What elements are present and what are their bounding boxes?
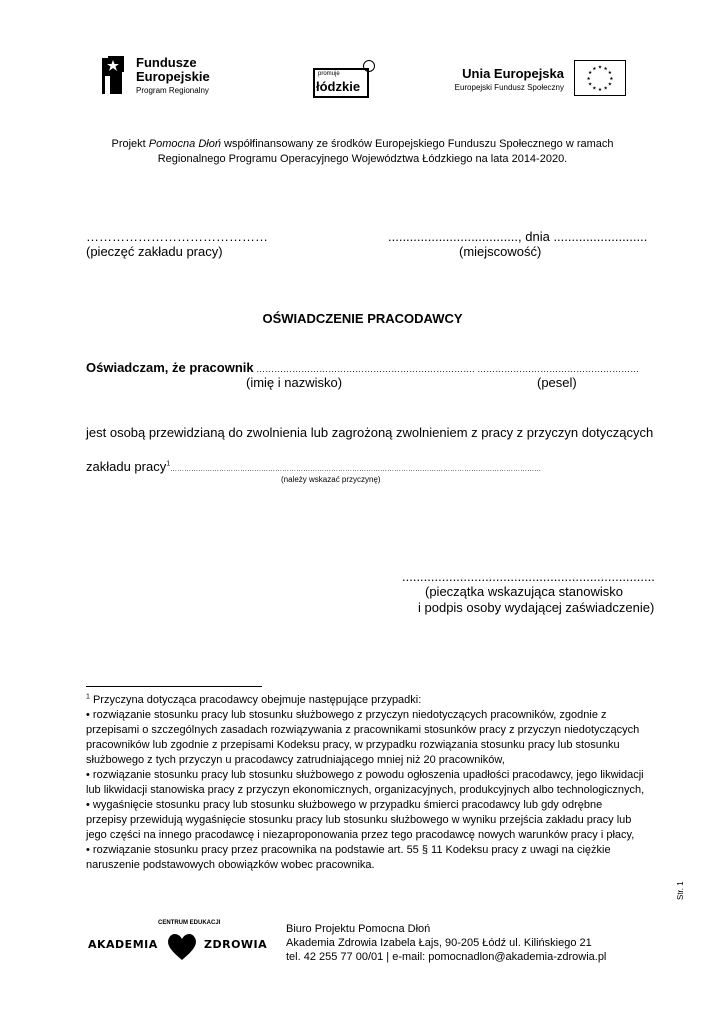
reason-hint: (należy wskazać przyczynę) bbox=[281, 475, 381, 484]
footnote-item: • rozwiązanie stosunku pracy lub stosunku służbowego z przyczyn niedotyczących pracowników, zgodnie z przepisami o szczególnych zasadach rozwiązywania z pracownikami stosunków pracy z przyczyn niedotyczących pracowników lub zgodnie z przepisami Kodeksu pracy, w przypadku rozwiązania stosunku pracy lub stosunku służbowego z tych przyczyn u pracodawcy zatrudniającego mniej niż 20 pracowników, bbox=[86, 709, 640, 766]
svg-text:★: ★ bbox=[603, 86, 608, 92]
fe-logo-line3: Program Regionalny bbox=[136, 86, 209, 95]
svg-text:★: ★ bbox=[592, 67, 597, 73]
signature-label-2: i podpis osoby wydającej zaświadczenie) bbox=[418, 600, 655, 615]
eu-logo bbox=[440, 60, 630, 98]
reason-dots: …………………………………………………………………………………………………………………………………………… bbox=[170, 466, 542, 473]
svg-text:★: ★ bbox=[603, 67, 608, 73]
stamp-label: (pieczęć zakładu pracy) bbox=[86, 244, 223, 259]
page-number: Str. 1 bbox=[676, 881, 685, 900]
footnote-separator bbox=[86, 686, 262, 687]
footnote-item: • wygaśnięcie stosunku pracy lub stosunku służbowego w przypadku śmierci pracodawcy lub gdy odrębne przepisy przewidują wygaśnięcie stosunku pracy lub stosunku służbowego w wyniku przejścia zakładu pracy lub jego części na innego pracodawcę i niezaproponowania przez tego pracodawcę nowych warunków pracy i płacy, bbox=[86, 799, 635, 841]
svg-text:★: ★ bbox=[588, 82, 593, 88]
fe-star-icon bbox=[100, 54, 126, 98]
eu-logo-line1: Unia Europejska bbox=[462, 66, 564, 81]
footer-address bbox=[286, 922, 606, 964]
footnote bbox=[86, 693, 646, 873]
signature-label-1: (pieczątka wskazująca stanowisko bbox=[425, 584, 623, 599]
stamp-dots: …………………………………… bbox=[86, 229, 268, 244]
svg-text:★: ★ bbox=[597, 65, 603, 71]
lodz-logo-small-text: promuje bbox=[318, 71, 340, 77]
promuje-lodzkie-logo bbox=[313, 60, 375, 100]
heart-icon bbox=[166, 932, 198, 962]
footnote-item: • rozwiązanie stosunku pracy przez pracownika na podstawie art. 55 § 11 Kodeksu pracy z uwagi na ciężkie naruszenie podstawowych obowiązków wobec pracownika. bbox=[86, 844, 611, 871]
footnote-ref: 1 bbox=[166, 460, 171, 468]
project-line-2: Regionalnego Programu Operacyjnego Województwa Łódzkiego na lata 2014-2020. bbox=[157, 153, 568, 165]
place-date-dots: ...................................., dnia .......................... bbox=[388, 229, 648, 244]
svg-text:★: ★ bbox=[607, 82, 612, 88]
eu-flag-icon bbox=[574, 60, 626, 96]
svg-text:★: ★ bbox=[592, 86, 597, 92]
svg-text:★: ★ bbox=[586, 76, 591, 82]
footnote-intro bbox=[86, 693, 646, 708]
place-label: (miejscowość) bbox=[459, 244, 542, 259]
project-line-1 bbox=[80, 137, 645, 152]
footnote-number: 1 bbox=[86, 693, 90, 701]
lodz-logo-circle-icon bbox=[363, 60, 375, 72]
logo-arc-text: CENTRUM EDUKACJI bbox=[158, 920, 221, 926]
akademia-zdrowia-logo bbox=[88, 918, 268, 968]
statement-line-2: jest osobą przewidzianą do zwolnienia lub zagrożoną zwolnieniem z pracy z przyczyn dotyczących bbox=[86, 425, 654, 440]
project-name: Pomocna Dłoń bbox=[148, 138, 221, 150]
eu-logo-line2: Europejski Fundusz Społeczny bbox=[454, 83, 564, 92]
fe-logo-line2: Europejskie bbox=[136, 69, 210, 84]
footer-addr-line2: Akademia Zdrowia Izabela Łajs, 90-205 Łódź ul. Kilińskiego 21 bbox=[286, 937, 592, 949]
logo-right-text: ZDROWIA bbox=[204, 938, 268, 951]
logo-left-text: AKADEMIA bbox=[88, 938, 158, 951]
footer-addr-line1: Biuro Projektu Pomocna Dłoń bbox=[286, 923, 431, 935]
project-line-1-post: współfinansowany ze środków Europejskiego Funduszu Społecznego w ramach bbox=[220, 138, 614, 150]
svg-text:★: ★ bbox=[609, 76, 614, 82]
name-label: (imię i nazwisko) bbox=[246, 375, 343, 390]
footnote-item: • rozwiązanie stosunku pracy lub stosunku służbowego z powodu ogłoszenia upadłości pracodawcy, jego likwidacji lub likwidacji stanowiska pracy z przyczyn ekonomicznych, organizacyjnych, produkcyjnych albo technologicznych, bbox=[86, 769, 645, 796]
lodz-logo-big-text: łódzkie bbox=[316, 79, 361, 94]
document-title: OŚWIADCZENIE PRACODAWCY bbox=[262, 311, 463, 326]
fe-logo-line1: Fundusze bbox=[136, 55, 197, 70]
svg-text:★: ★ bbox=[597, 88, 603, 94]
footer-addr-line3: tel. 42 255 77 00/01 | e-mail: pomocnadlon@akademia-zdrowia.pl bbox=[286, 951, 607, 963]
workplace-lead: zakładu pracy bbox=[86, 459, 167, 474]
pesel-label: (pesel) bbox=[537, 375, 577, 390]
svg-text:★: ★ bbox=[607, 71, 612, 77]
project-line-1-pre: Projekt bbox=[111, 138, 149, 150]
signature-dots: ...................................................................... bbox=[402, 569, 655, 584]
name-pesel-dots: ………………………………………………………………. ……………………………………………… bbox=[253, 364, 640, 374]
statement-lead: Oświadczam, że pracownik bbox=[86, 360, 254, 375]
fundusze-europejskie-logo bbox=[100, 52, 230, 102]
footnote-intro-text: Przyczyna dotycząca pracodawcy obejmuje następujące przypadki: bbox=[89, 694, 422, 706]
svg-text:★: ★ bbox=[588, 71, 593, 77]
